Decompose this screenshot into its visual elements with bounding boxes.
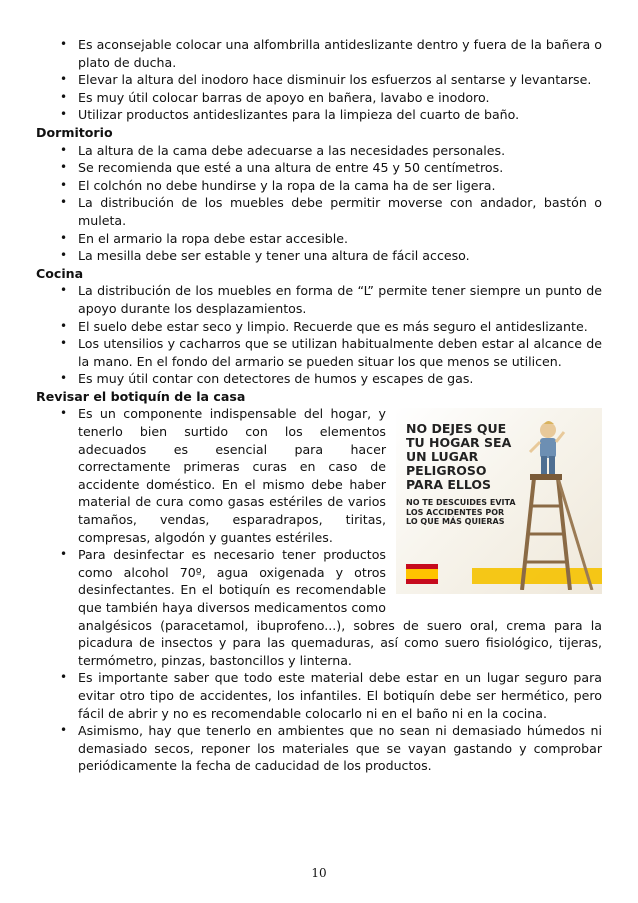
list-item: • Para desinfectar es necesario tener productos como alcohol 70º, agua oxigenada y otros desinfectantes. En el botiquín es recomendable que también haya diversos medicamentos como analgésicos (paracetamol, ibuprofeno...), sobres de suero oral, crema para la picadura de insectos y para las quemaduras, así como suero fisiológico, tijeras, termómetro, pinzas, bastoncillos y linterna. xyxy=(36,546,602,669)
list-item: • Es importante saber que todo este material debe estar en un lugar seguro para evitar otro tipo de accidentes, los infantiles. El botiquín debe ser hermético, pero fácil de abrir y no es recomendable colocarlo ni en el baño ni en la cocina. xyxy=(36,669,602,722)
list-item: • Utilizar productos antideslizantes para la limpieza del cuarto de baño. xyxy=(36,106,602,124)
list-item: • Es un componente indispensable del hogar, y tenerlo bien surtido con los elementos adecuados es esencial para hacer correctamente primeras curas en caso de accidente doméstico. En el mismo debe haber material de cura como gasas estériles de varios tamaños, vendas, esparadrapos, tiritas, compresas, algodón y guantes estériles. xyxy=(36,405,602,546)
list-item: • La distribución de los muebles debe permitir moverse con andador, bastón o muleta. xyxy=(36,194,602,229)
list-item: • Es aconsejable colocar una alfombrilla antideslizante dentro y fuera de la bañera o plato de ducha. xyxy=(36,36,602,71)
list-item: • La distribución de los muebles en forma de “L” permite tener siempre un punto de apoyo durante los desplazamientos. xyxy=(36,282,602,317)
section-heading-dormitorio: Dormitorio xyxy=(36,124,113,140)
list-item: • Es muy útil colocar barras de apoyo en bañera, lavabo e inodoro. xyxy=(36,89,602,107)
list-item: • Se recomienda que esté a una altura de entre 45 y 50 centímetros. xyxy=(36,159,602,177)
list-item: • Los utensilios y cacharros que se utilizan habitualmente deben estar al alcance de la mano. En el fondo del armario se pueden situar los que menos se utilicen. xyxy=(36,335,602,370)
section-heading-botiquin: Revisar el botiquín de la casa xyxy=(36,388,246,404)
list-item: • El colchón no debe hundirse y la ropa de la cama ha de ser ligera. xyxy=(36,177,602,195)
list-item: • El suelo debe estar seco y limpio. Recuerde que es más seguro el antideslizante. xyxy=(36,318,602,336)
poster-subtitle: NO TE DESCUIDES EVITA LOS ACCIDENTES POR LO QUE MÁS QUIERAS xyxy=(406,498,516,527)
bathroom-list xyxy=(36,36,602,124)
botiquin-list xyxy=(36,405,602,774)
list-item: • La altura de la cama debe adecuarse a las necesidades personales. xyxy=(36,142,602,160)
page-number: 10 xyxy=(311,866,327,880)
list-item: • En el armario la ropa debe estar accesible. xyxy=(36,230,602,248)
document-page xyxy=(36,36,602,775)
dormitorio-list xyxy=(36,142,602,265)
list-item: • La mesilla debe ser estable y tener una altura de fácil acceso. xyxy=(36,247,602,265)
list-item: • Es muy útil contar con detectores de humos y escapes de gas. xyxy=(36,370,602,388)
list-item: • Elevar la altura del inodoro hace disminuir los esfuerzos al sentarse y levantarse. xyxy=(36,71,602,89)
section-heading-cocina: Cocina xyxy=(36,265,84,281)
cocina-list xyxy=(36,282,602,388)
poster-title: NO DEJES QUE TU HOGAR SEA UN LUGAR PELIGROSO PARA ELLOS xyxy=(406,421,512,493)
list-item: • Asimismo, hay que tenerlo en ambientes que no sean ni demasiado húmedos ni demasiado secos, reponer los materiales que se vayan gastando y comprobar periódicamente la fecha de caducidad de los productos. xyxy=(36,722,602,775)
